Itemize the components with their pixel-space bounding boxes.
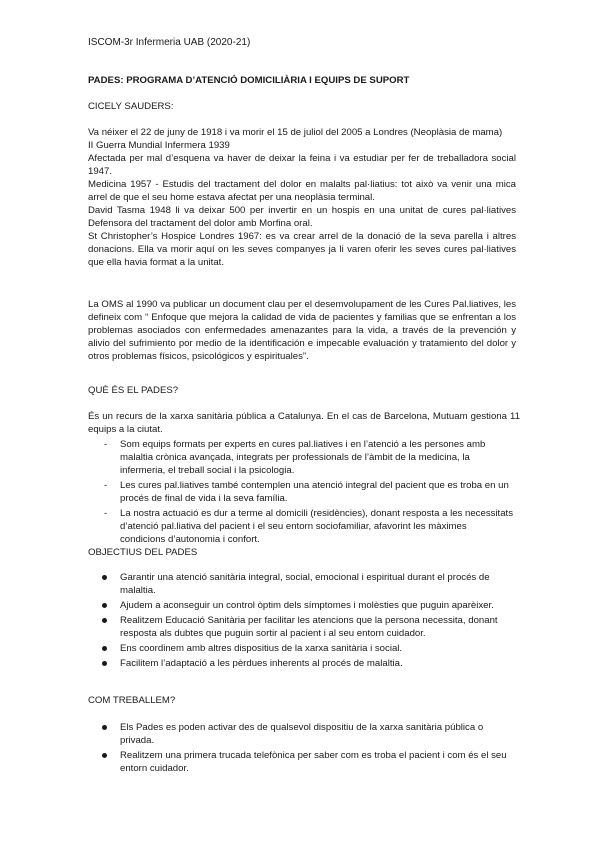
list-item [88, 642, 518, 655]
biography-section [88, 126, 516, 269]
bullet-icon [102, 753, 107, 758]
bullet-icon [102, 646, 107, 651]
cicely-heading: CICELY SAUDERS: [88, 101, 174, 112]
bullet-icon [102, 603, 107, 608]
list-item-text: Ens coordinem amb altres dispositius de la xarxa sanitària i social. [120, 643, 403, 654]
bio-line: David Tasma 1948 li va deixar 500 per invertir en un hospis en una unitat de cures pal·liatives Defensora del tractament del dolor amb Morfina oral. [88, 205, 516, 229]
list-item [88, 479, 514, 505]
bullet-icon [102, 661, 107, 666]
oms-paragraph: La OMS al 1990 va publicar un document clau per el desemvolupament de les Cures Pal.liatives, les defineix com “ Enfoque que mejora la calidad de vida de pacientes y familias que se enfrentan a los problemas asociados con enfermedades amenazantes para la vida, a través de la prevención y alivio del sufrimiento por medio de la identificación e impecable evaluación y tratamiento del dolor y otros problemas físicos, psicológicos y espirituales”. [88, 299, 516, 362]
dash-marker: - [104, 439, 108, 450]
que-es-intro: És un recurs de la xarxa sanitària pública a Catalunya. En el cas de Barcelona, Mutuam gestiona 11 equips a la ciutat. [88, 411, 520, 435]
list-item [88, 721, 518, 747]
list-item [88, 438, 514, 477]
objectius-heading: OBJECTIUS DEL PADES [88, 547, 198, 558]
list-item-text: Realitzem una primera trucada telefònica per saber com es troba el pacient i com és el seu entorn cuidador. [120, 750, 507, 774]
dash-marker: - [104, 508, 108, 519]
dash-marker: - [104, 480, 108, 491]
bio-line: Afectada per mal d’esquena va haver de deixar la feina i va estudiar per fer de treballadora social 1947. [88, 153, 516, 177]
bullet-icon [102, 618, 107, 623]
list-item-text: Garantir una atenció sanitària integral, social, emocional i espiritual durant el procés de malaltia. [120, 572, 490, 596]
bio-line: St Christopher’s Hospice Londres 1967: es va crear arrel de la donació de la seva parella i altres donacions. Ella va morir aquí on les seves companyes ja li varen oferir les seves cures pal·liatives que ella havia format a la unitat. [88, 231, 516, 268]
list-item-text: La nostra actuació es dur a terme al domicili (residències), donant resposta a les necessitats d’atenció pal.liativa del pacient i el seu entorn sociofamiliar, afavorint les màximes condicions d’autonomia i confort. [120, 508, 514, 545]
list-item [88, 614, 518, 640]
list-item [88, 657, 518, 670]
bio-line: Medicina 1957 - Estudis del tractament del dolor en malalts pal·liatius: tot això va venir una mica arrel de que el seu home estava afectat per una neoplàsia terminal. [88, 179, 516, 203]
list-item-text: Les cures pal.liatives també contemplen una atenció integral del pacient que es troba en un procés de final de vida i la seva família. [120, 480, 509, 504]
bio-line: Va néixer el 22 de juny de 1918 i va morir el 15 de juliol del 2005 a Londres (Neoplàsia de mama) [88, 127, 503, 138]
que-es-list [88, 438, 514, 548]
list-item-text: Els Pades es poden activar des de qualsevol dispositiu de la xarxa sanitària pública o privada. [120, 722, 484, 746]
bio-line: II Guerra Mundial Infermera 1939 [88, 140, 230, 151]
list-item [88, 749, 518, 775]
objectius-list [88, 571, 518, 672]
que-es-heading: QUÈ ÉS EL PADES? [88, 385, 179, 396]
com-treballem-heading: COM TREBALLEM? [88, 695, 176, 706]
document-title: PADES: PROGRAMA D’ATENCIÓ DOMICILIÀRIA I EQUIPS DE SUPORT [88, 75, 410, 86]
list-item-text: Facilitem l’adaptació a les pèrdues inherents al procés de malaltia. [120, 658, 403, 669]
com-treballem-list [88, 721, 518, 777]
list-item-text: Som equips formats per experts en cures pal.liatives i en l’atenció a les persones amb malaltia crònica avançada, integrats per professionals de l’àmbit de la medicina, la infermeria, el treball social i la psicologia. [120, 439, 486, 476]
list-item [88, 599, 518, 612]
list-item-text: Ajudem a aconseguir un control òptim dels símptomes i molèsties que puguin aparèixer. [120, 600, 494, 611]
list-item-text: Realitzem Educació Sanitària per facilitar les atencions que la persona necessita, donant resposta als dubtes que puguin sortir al pacient i al seu entorn cuidador. [120, 615, 498, 639]
bullet-icon [102, 725, 107, 730]
bullet-icon [102, 575, 107, 580]
list-item [88, 571, 518, 597]
page-header: ISCOM-3r Infermeria UAB (2020-21) [88, 37, 251, 48]
list-item [88, 507, 514, 546]
